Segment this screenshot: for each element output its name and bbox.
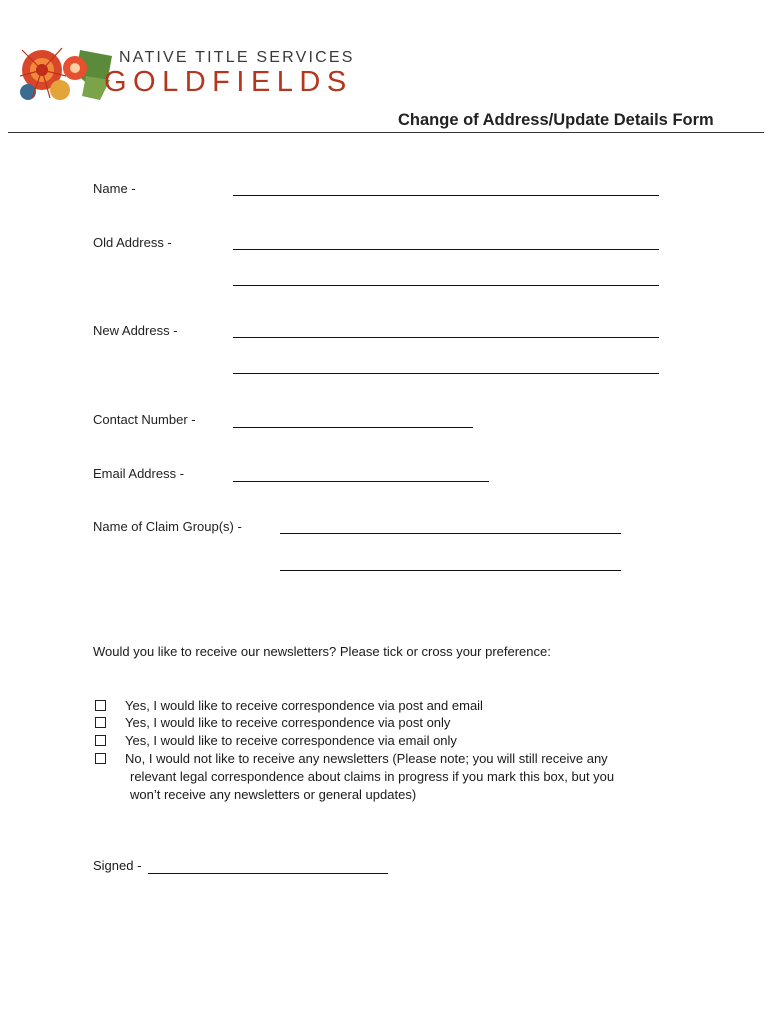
old-address-line-2[interactable] <box>233 285 659 286</box>
old-address-line-1[interactable] <box>233 249 659 250</box>
claim-group-line-2[interactable] <box>280 570 621 571</box>
option-email-only-label: Yes, I would like to receive correspondence via email only <box>125 733 457 748</box>
signed-label: Signed - <box>93 858 142 873</box>
option-post-only-checkbox[interactable] <box>95 717 106 728</box>
newsletter-question: Would you like to receive our newsletters? Please tick or cross your preference: <box>93 644 551 659</box>
flower-logo-icon <box>20 46 112 102</box>
option-no-newsletter-label: No, I would not like to receive any newsletters (Please note; you will still receive any <box>125 751 608 766</box>
logo-title: GOLDFIELDS <box>104 66 353 98</box>
option-post-email-checkbox[interactable] <box>95 700 106 711</box>
logo-subtitle: NATIVE TITLE SERVICES <box>119 49 355 66</box>
option-no-newsletter-label-cont-1: relevant legal correspondence about claims in progress if you mark this box, but you <box>130 769 615 784</box>
claim-group-line-1[interactable] <box>280 533 621 534</box>
title-divider <box>8 132 764 133</box>
contact-number-label: Contact Number - <box>93 412 196 427</box>
new-address-line-1[interactable] <box>233 337 659 338</box>
new-address-line-2[interactable] <box>233 373 659 374</box>
email-address-line[interactable] <box>233 481 489 482</box>
option-post-only-label: Yes, I would like to receive correspondence via post only <box>125 715 451 730</box>
old-address-label: Old Address - <box>93 235 172 250</box>
option-no-newsletter-checkbox[interactable] <box>95 753 106 764</box>
contact-number-line[interactable] <box>233 427 473 428</box>
form-title: Change of Address/Update Details Form <box>398 111 714 129</box>
option-email-only-checkbox[interactable] <box>95 735 106 746</box>
signature-line[interactable] <box>148 873 388 874</box>
organization-logo <box>20 46 360 104</box>
option-post-email-label: Yes, I would like to receive correspondence via post and email <box>125 698 483 713</box>
claim-group-label: Name of Claim Group(s) - <box>93 519 242 534</box>
new-address-label: New Address - <box>93 323 178 338</box>
name-label: Name - <box>93 181 136 196</box>
email-address-label: Email Address - <box>93 466 185 481</box>
name-line[interactable] <box>233 195 659 196</box>
option-no-newsletter-label-cont-2: won’t receive any newsletters or general updates) <box>130 787 417 802</box>
